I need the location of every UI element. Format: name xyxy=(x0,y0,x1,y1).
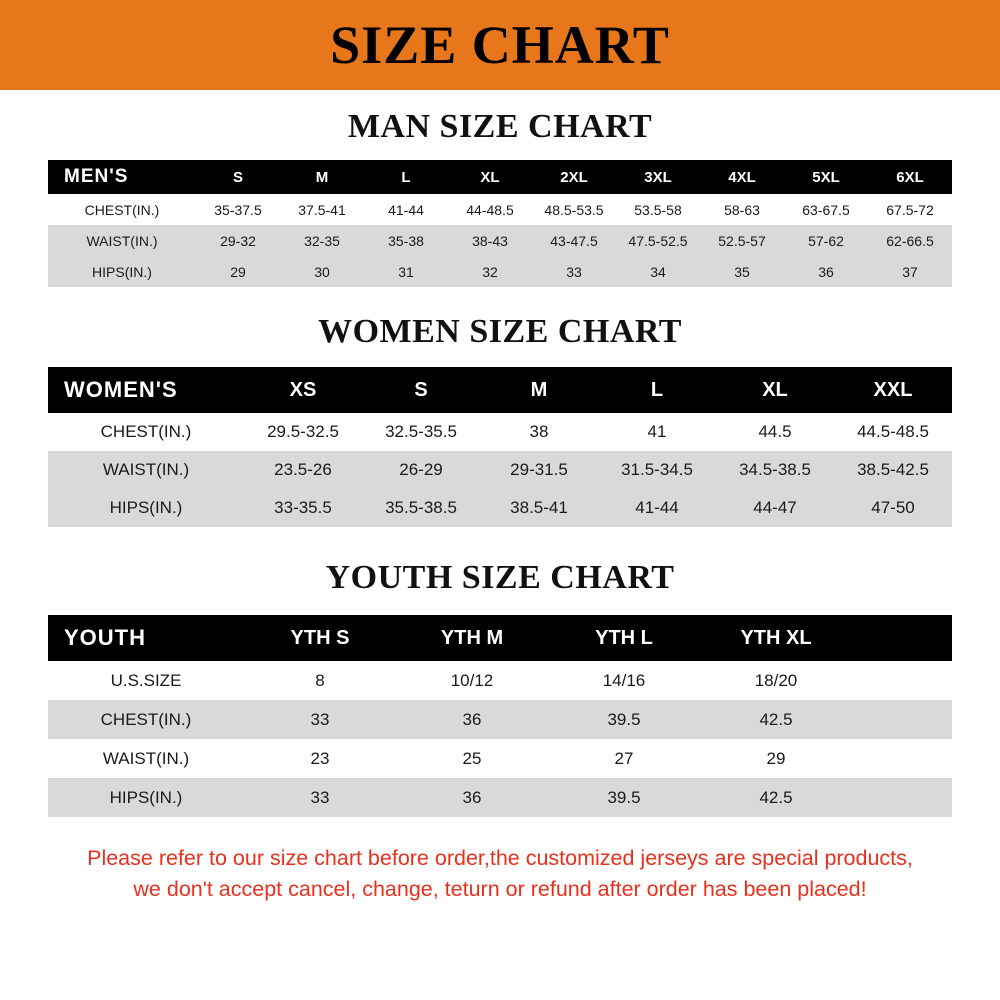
man-col-header: S xyxy=(232,168,243,186)
youth-row-label: CHEST(IN.) xyxy=(100,709,192,729)
youth-col-header: YTH L xyxy=(595,626,653,649)
youth-col-header: YTH XL xyxy=(740,626,812,649)
table-cell: 29 xyxy=(766,748,786,768)
table-cell: 42.5 xyxy=(759,787,793,807)
footer-note xyxy=(0,843,1000,905)
table-cell: 26-29 xyxy=(399,460,443,479)
table-cell: 25 xyxy=(462,748,482,768)
table-cell: 18/20 xyxy=(754,670,798,690)
table-row xyxy=(48,451,952,489)
table-cell: 32 xyxy=(482,263,498,280)
header-banner xyxy=(0,0,1000,90)
table-cell: 29-31.5 xyxy=(510,460,568,479)
table-cell: 35-37.5 xyxy=(214,201,262,218)
man-row-label: HIPS(IN.) xyxy=(92,263,152,280)
table-cell-spacer xyxy=(852,778,952,817)
table-row xyxy=(48,256,952,287)
youth-col-header: YTH M xyxy=(440,626,504,649)
table-row xyxy=(48,225,952,256)
table-cell: 33 xyxy=(310,787,330,807)
man-size-table xyxy=(48,160,952,287)
table-row xyxy=(48,700,952,739)
youth-corner-label: YOUTH xyxy=(64,625,146,650)
table-cell: 8 xyxy=(315,670,325,690)
table-cell: 44.5-48.5 xyxy=(857,422,929,441)
table-cell: 47.5-52.5 xyxy=(628,232,688,249)
table-cell: 44.5 xyxy=(758,422,792,441)
table-cell: 36 xyxy=(818,263,834,280)
women-row-label: WAIST(IN.) xyxy=(102,460,190,479)
women-row-label: CHEST(IN.) xyxy=(100,422,192,441)
table-cell: 44-48.5 xyxy=(466,201,514,218)
women-row-label: HIPS(IN.) xyxy=(109,498,183,517)
women-corner-label: WOMEN'S xyxy=(64,377,178,402)
man-col-header: L xyxy=(401,168,411,186)
women-section-title: WOMEN SIZE CHART xyxy=(318,313,682,350)
man-col-header: M xyxy=(315,168,329,186)
table-cell: 52.5-57 xyxy=(718,232,766,249)
table-cell: 23 xyxy=(310,748,330,768)
table-cell: 41 xyxy=(647,422,667,441)
table-cell: 32-35 xyxy=(304,232,340,249)
table-cell: 27 xyxy=(614,748,634,768)
table-cell: 38.5-41 xyxy=(510,498,568,517)
table-cell: 48.5-53.5 xyxy=(544,201,604,218)
table-cell: 35 xyxy=(734,263,750,280)
youth-row-label: U.S.SIZE xyxy=(110,670,182,690)
table-cell: 34.5-38.5 xyxy=(739,460,811,479)
table-cell: 29-32 xyxy=(220,232,256,249)
man-col-header: XL xyxy=(480,168,500,186)
women-col-header: XL xyxy=(762,378,788,401)
table-cell: 33 xyxy=(310,709,330,729)
youth-table-header-row xyxy=(48,615,952,661)
table-cell: 38 xyxy=(529,422,549,441)
man-col-header: 2XL xyxy=(560,168,588,186)
table-cell: 29 xyxy=(230,263,246,280)
table-cell: 39.5 xyxy=(607,787,641,807)
table-cell: 32.5-35.5 xyxy=(385,422,457,441)
man-col-header: 4XL xyxy=(728,168,756,186)
table-row xyxy=(48,661,952,700)
table-cell: 67.5-72 xyxy=(886,201,934,218)
man-row-label: CHEST(IN.) xyxy=(84,201,160,218)
table-cell: 36 xyxy=(462,787,482,807)
table-cell: 41-44 xyxy=(388,201,424,218)
table-cell: 42.5 xyxy=(759,709,793,729)
table-cell: 62-66.5 xyxy=(886,232,934,249)
table-row xyxy=(48,489,952,527)
table-row xyxy=(48,413,952,451)
table-cell: 10/12 xyxy=(450,670,494,690)
youth-row-label: HIPS(IN.) xyxy=(109,787,183,807)
table-cell: 44-47 xyxy=(753,498,797,517)
table-cell: 43-47.5 xyxy=(550,232,598,249)
table-cell: 53.5-58 xyxy=(634,201,682,218)
youth-header-spacer xyxy=(852,615,952,661)
table-cell: 37.5-41 xyxy=(298,201,346,218)
man-col-header: 3XL xyxy=(644,168,672,186)
table-cell: 30 xyxy=(314,263,330,280)
women-col-header: XXL xyxy=(873,378,913,401)
table-cell: 31 xyxy=(398,263,414,280)
table-cell: 36 xyxy=(462,709,482,729)
table-cell: 63-67.5 xyxy=(802,201,850,218)
table-cell: 23.5-26 xyxy=(274,460,332,479)
youth-row-label: WAIST(IN.) xyxy=(102,748,190,768)
table-cell: 41-44 xyxy=(635,498,679,517)
table-row xyxy=(48,739,952,778)
table-cell-spacer xyxy=(852,661,952,700)
women-col-header: M xyxy=(530,378,548,401)
table-cell: 39.5 xyxy=(607,709,641,729)
table-cell: 33 xyxy=(566,263,582,280)
table-cell: 35-38 xyxy=(388,232,424,249)
table-cell: 37 xyxy=(902,263,918,280)
youth-section-title: YOUTH SIZE CHART xyxy=(325,559,675,596)
women-table-header-row xyxy=(48,367,952,413)
footer-note-line-2: we don't accept cancel, change, teturn or refund after order has been placed! xyxy=(133,877,867,902)
man-col-header: 5XL xyxy=(812,168,840,186)
table-cell: 33-35.5 xyxy=(274,498,332,517)
women-size-table xyxy=(48,367,952,527)
table-cell: 38.5-42.5 xyxy=(857,460,929,479)
women-col-header: S xyxy=(414,378,428,401)
man-row-label: WAIST(IN.) xyxy=(86,232,158,249)
women-col-header: XS xyxy=(289,378,317,401)
table-cell: 29.5-32.5 xyxy=(267,422,339,441)
women-col-header: L xyxy=(650,378,664,401)
youth-size-table xyxy=(48,615,952,817)
table-cell: 35.5-38.5 xyxy=(385,498,457,517)
table-cell-spacer xyxy=(852,700,952,739)
table-cell: 34 xyxy=(650,263,666,280)
table-cell: 31.5-34.5 xyxy=(621,460,693,479)
man-corner-label: MEN'S xyxy=(64,166,129,187)
table-cell-spacer xyxy=(852,739,952,778)
table-cell: 57-62 xyxy=(808,232,844,249)
footer-note-line-1: Please refer to our size chart before order,the customized jerseys are special products, xyxy=(87,846,913,870)
table-cell: 58-63 xyxy=(724,201,760,218)
youth-col-header: YTH S xyxy=(290,626,350,649)
man-table-header-row xyxy=(48,160,952,194)
table-cell: 14/16 xyxy=(602,670,646,690)
page-title: SIZE CHART xyxy=(330,15,670,75)
table-cell: 38-43 xyxy=(472,232,508,249)
man-section-title: MAN SIZE CHART xyxy=(347,108,653,145)
table-row xyxy=(48,778,952,817)
table-cell: 47-50 xyxy=(871,498,915,517)
table-row xyxy=(48,194,952,225)
man-col-header: 6XL xyxy=(896,168,924,186)
